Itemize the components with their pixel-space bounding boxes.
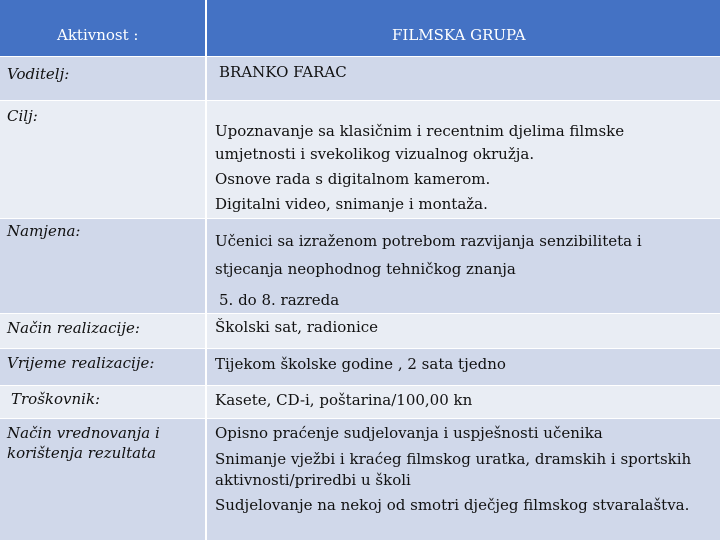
row-label: Troškovnik: [11, 390, 101, 408]
row-label: Vrijeme realizacije: [7, 354, 155, 372]
value-cell [207, 101, 720, 218]
header-left-text: Aktivnost : [57, 26, 139, 44]
header-right-text: FILMSKA GRUPA [392, 26, 526, 44]
row-value-line: 5. do 8. razreda [219, 291, 340, 309]
table-row-cilj [0, 101, 720, 218]
row-value-line: Osnove rada s digitalnom kamerom. [215, 170, 491, 188]
row-value-line: stjecanja neophodnog tehničkog znanja [215, 260, 516, 278]
table-row-vrijeme-realizacije [0, 349, 720, 385]
value-cell [207, 314, 720, 348]
value-cell [207, 386, 720, 418]
row-label: Namjena: [7, 222, 81, 240]
row-value-line: Sudjelovanje na nekoj od smotri dječjeg filmskog stvaralaštva. [215, 496, 690, 514]
label-cell [0, 57, 205, 100]
table-row-voditelj [0, 57, 720, 100]
value-cell [207, 419, 720, 540]
table-row-namjena [0, 219, 720, 313]
table-row-troskovnik [0, 386, 720, 418]
value-cell [207, 349, 720, 385]
row-value-line: umjetnosti i svekolikog vizualnog okružja. [215, 145, 535, 163]
table-row-vrednovanje [0, 419, 720, 540]
label-cell [0, 219, 205, 313]
row-value-line: Tijekom školske godine , 2 sata tjedno [215, 355, 506, 373]
header-label-cell [0, 0, 205, 56]
row-value-line: aktivnosti/priredbi u školi [215, 471, 411, 489]
row-label: Način realizacije: [7, 319, 140, 337]
row-value-line: Snimanje vježbi i kraćeg filmskog uratka, dramskih i sportskih [215, 450, 692, 468]
row-label: Voditelj: [7, 65, 70, 83]
value-cell [207, 57, 720, 100]
row-label-line: Način vrednovanja i [7, 424, 160, 442]
label-cell [0, 314, 205, 348]
row-value-line: BRANKO FARAC [219, 63, 347, 81]
row-value-line: Školski sat, radionice [215, 318, 379, 336]
label-cell [0, 419, 205, 540]
table-header [0, 0, 720, 56]
row-value-line: Digitalni video, snimanje i montaža. [215, 195, 488, 213]
value-cell [207, 219, 720, 313]
row-value-line: Opisno praćenje sudjelovanja i uspješnosti učenika [215, 424, 603, 442]
label-cell [0, 349, 205, 385]
label-cell [0, 101, 205, 218]
header-value-cell [207, 0, 720, 56]
row-label: Cilj: [7, 107, 38, 125]
table-row-nacin-realizacije [0, 314, 720, 348]
row-value-line: Upoznavanje sa klasičnim i recentnim djelima filmske [215, 122, 625, 140]
row-value-line: Učenici sa izraženom potrebom razvijanja senzibiliteta i [215, 232, 642, 250]
row-value-line: Kasete, CD-i, poštarina/100,00 kn [215, 391, 473, 409]
label-cell [0, 386, 205, 418]
row-label-line: korištenja rezultata [7, 444, 157, 462]
